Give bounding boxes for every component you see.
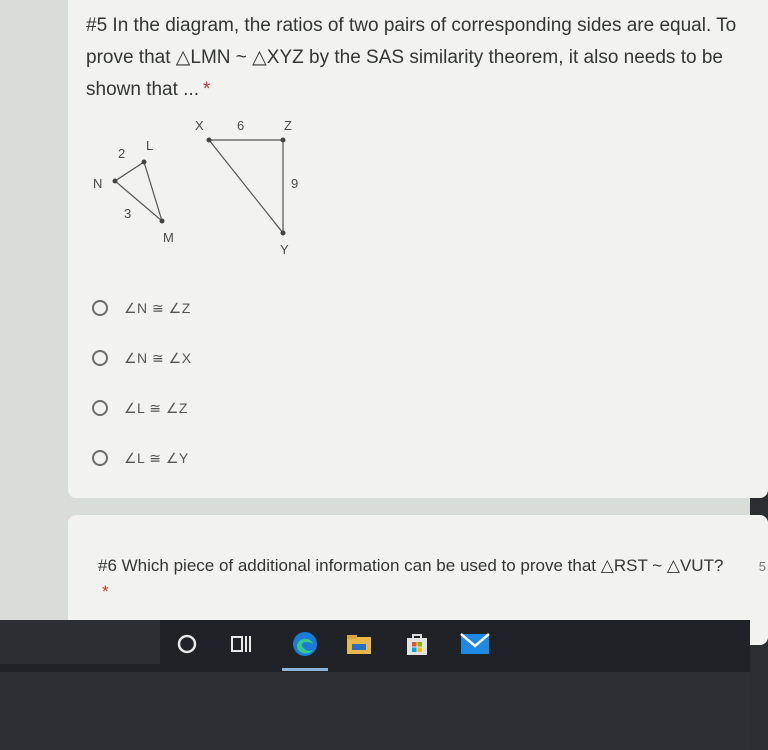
windows-taskbar [0, 620, 750, 672]
question-6-points: 5 [758, 559, 766, 574]
vertex-y-dot [281, 231, 286, 236]
edge-browser-icon[interactable] [290, 630, 320, 658]
question-6-prompt: #6 Which piece of additional information can be used to prove that △RST ~ △VUT? [98, 556, 724, 575]
vertex-x-dot [207, 138, 212, 143]
triangles-diagram [88, 118, 328, 270]
label-m: M [163, 230, 174, 245]
answer-options [92, 295, 192, 495]
vertex-n-dot [113, 179, 118, 184]
label-z: Z [284, 118, 292, 133]
cortana-circle-icon[interactable] [172, 630, 202, 658]
monitor-bezel [0, 672, 750, 750]
store-icon[interactable] [402, 630, 432, 658]
required-asterisk: * [203, 79, 211, 100]
option-label: ∠N ≅ ∠Z [124, 299, 191, 316]
question-card-5 [68, 0, 768, 498]
question-5-text [86, 10, 746, 106]
option-3[interactable] [92, 395, 192, 421]
option-4[interactable] [92, 445, 192, 471]
triangle-lmn [115, 162, 162, 221]
option-label: ∠L ≅ ∠Z [124, 399, 188, 416]
label-n: N [93, 176, 103, 191]
label-y: Y [280, 242, 289, 257]
label-side-zy: 9 [291, 176, 299, 191]
task-view-icon[interactable] [226, 630, 256, 658]
required-asterisk: * [102, 582, 109, 601]
file-explorer-icon[interactable] [344, 630, 374, 658]
radio-button[interactable] [92, 450, 108, 466]
question-5-prompt: #5 In the diagram, the ratios of two pairs of corresponding sides are equal. To prove that △LMN ~ △XYZ by the SAS similarity theorem, it also needs to be shown that ... [86, 15, 737, 100]
vertex-m-dot [160, 219, 165, 224]
label-side-xz: 6 [237, 118, 245, 133]
question-6-text [98, 553, 728, 605]
label-l: L [146, 138, 154, 153]
label-side-nm: 3 [124, 206, 132, 221]
vertex-l-dot [142, 160, 147, 165]
radio-button[interactable] [92, 400, 108, 416]
mail-icon[interactable] [460, 630, 490, 658]
taskbar-search-area[interactable] [0, 620, 160, 664]
option-label: ∠N ≅ ∠X [124, 349, 192, 366]
vertex-z-dot [281, 138, 286, 143]
option-2[interactable] [92, 345, 192, 371]
triangle-xyz [209, 140, 283, 233]
option-1[interactable] [92, 295, 192, 321]
label-side-nl: 2 [118, 146, 126, 161]
radio-button[interactable] [92, 350, 108, 366]
active-app-indicator [282, 668, 328, 671]
radio-button[interactable] [92, 300, 108, 316]
option-label: ∠L ≅ ∠Y [124, 449, 189, 466]
label-x: X [195, 118, 204, 133]
